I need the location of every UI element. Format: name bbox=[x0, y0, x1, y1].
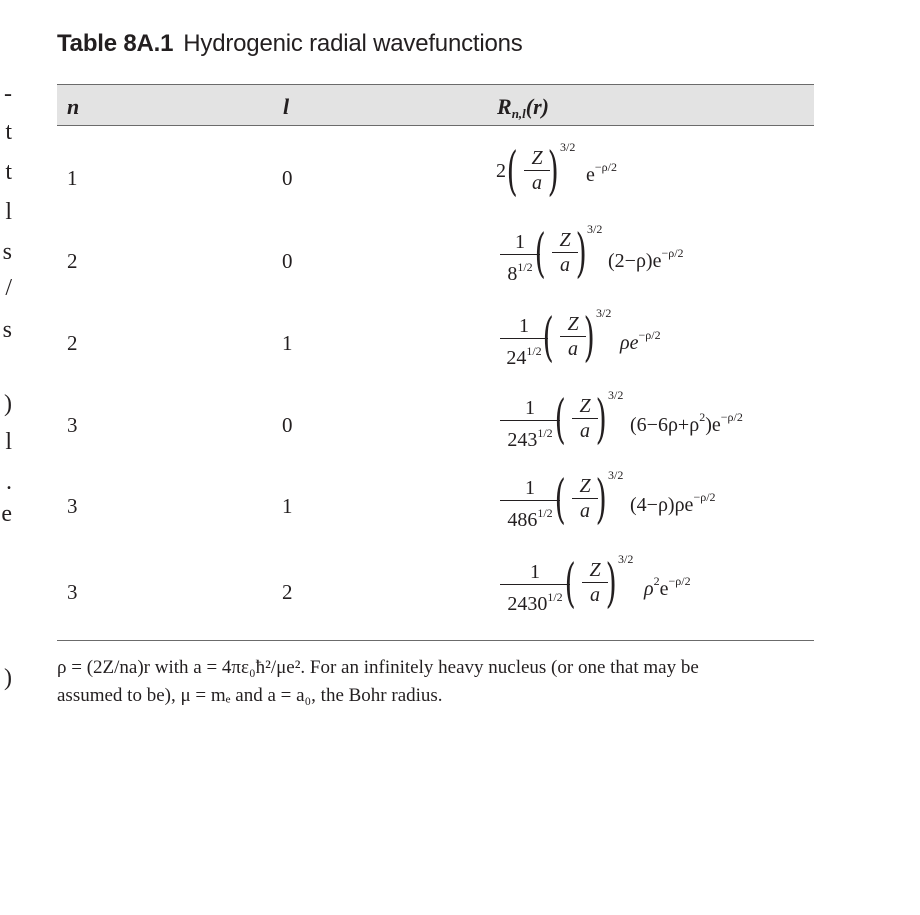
polynomial-term: $(6-6\rho+\rho^2)e^{-\rho/2}$ bbox=[630, 410, 743, 436]
normalization-fraction: 1 $24^{1/2}$ bbox=[500, 314, 548, 370]
coefficient: 2 bbox=[496, 160, 506, 182]
table-caption: Hydrogenic radial wavefunctions bbox=[183, 30, 523, 57]
polynomial-term: $(4-\rho)\rho e^{-\rho/2}$ bbox=[630, 490, 716, 516]
cropped-margin-text bbox=[0, 0, 14, 915]
header-r-argument: (r) bbox=[525, 94, 549, 119]
cell-l: 2 bbox=[282, 580, 293, 604]
margin-fragment: l bbox=[5, 429, 12, 455]
cell-n: 3 bbox=[67, 413, 78, 437]
margin-fragment: t bbox=[5, 159, 12, 185]
left-paren: ( bbox=[534, 224, 546, 284]
normalization-fraction: 1 $2430^{1/2}$ bbox=[500, 560, 570, 616]
margin-fragment: s bbox=[2, 317, 12, 343]
normalization-fraction: 1 $243^{1/2}$ bbox=[500, 396, 560, 452]
margin-fragment: l bbox=[5, 199, 12, 225]
right-paren: ) bbox=[605, 554, 617, 614]
cell-n: 2 bbox=[67, 249, 78, 273]
z-over-a: Z a bbox=[524, 146, 550, 195]
table-label: Table 8A.1 bbox=[57, 30, 174, 57]
right-paren: ) bbox=[547, 142, 559, 202]
normalization-fraction: 1 $486^{1/2}$ bbox=[500, 476, 560, 532]
cell-n: 2 bbox=[67, 331, 78, 355]
exponent: 3/2 bbox=[596, 306, 612, 320]
header-r-subscript: n,l bbox=[511, 106, 526, 121]
left-paren: ( bbox=[554, 390, 566, 450]
exponent: 3/2 bbox=[608, 468, 624, 482]
table-footnote bbox=[57, 654, 817, 710]
margin-fragment: t bbox=[5, 119, 12, 145]
polynomial-term: $\rho^2e^{-\rho/2}$ bbox=[644, 574, 691, 600]
right-paren: ) bbox=[595, 390, 607, 450]
z-over-a: Z a bbox=[572, 474, 598, 523]
z-over-a: Z a bbox=[560, 312, 586, 361]
cell-l: 0 bbox=[282, 413, 293, 437]
margin-fragment: s bbox=[2, 239, 12, 265]
footnote-line-2: assumed to be), μ = mₑ and a = a₀, the Bohr radius. bbox=[57, 685, 443, 706]
polynomial-term: $\rho e^{-\rho/2}$ bbox=[620, 328, 661, 354]
z-over-a: Z a bbox=[582, 558, 608, 607]
header-n: n bbox=[67, 94, 80, 119]
left-paren: ( bbox=[542, 308, 554, 368]
margin-fragment: - bbox=[4, 81, 12, 107]
exponential-term: $e^{-\rho/2}$ bbox=[586, 160, 617, 186]
margin-fragment: ) bbox=[4, 665, 12, 691]
cell-n: 1 bbox=[67, 166, 78, 190]
cell-l: 1 bbox=[282, 494, 293, 518]
right-paren: ) bbox=[583, 308, 595, 368]
table-header bbox=[57, 85, 814, 125]
left-paren: ( bbox=[564, 554, 576, 614]
normalization-fraction: 1 $8^{1/2}$ bbox=[500, 230, 540, 286]
margin-fragment: e bbox=[1, 501, 12, 527]
polynomial-term: $(2-\rho)e^{-\rho/2}$ bbox=[608, 246, 684, 272]
exponent: 3/2 bbox=[587, 222, 603, 236]
exponent: 3/2 bbox=[608, 388, 624, 402]
bottom-rule bbox=[57, 640, 814, 641]
cell-n: 3 bbox=[67, 494, 78, 518]
table-title bbox=[57, 30, 523, 58]
z-over-a: Z a bbox=[552, 228, 578, 277]
z-over-a: Z a bbox=[572, 394, 598, 443]
header-rule bbox=[57, 125, 814, 126]
cell-n: 3 bbox=[67, 580, 78, 604]
right-paren: ) bbox=[595, 470, 607, 530]
left-paren: ( bbox=[554, 470, 566, 530]
margin-fragment: / bbox=[5, 275, 12, 301]
right-paren: ) bbox=[575, 224, 587, 284]
footnote-line-1: ρ = (2Z/na)r with a = 4πε₀ħ²/μe². For an infinitely heavy nucleus (or one that may be bbox=[57, 657, 699, 678]
cell-l: 0 bbox=[282, 166, 293, 190]
header-radial-function bbox=[497, 94, 549, 122]
margin-fragment: ) bbox=[4, 391, 12, 417]
left-paren: ( bbox=[506, 142, 518, 202]
margin-fragment: . bbox=[6, 469, 12, 495]
header-l: l bbox=[283, 94, 290, 119]
header-r-symbol: R bbox=[497, 94, 512, 119]
cell-l: 1 bbox=[282, 331, 293, 355]
exponent: 3/2 bbox=[560, 140, 576, 154]
cell-l: 0 bbox=[282, 249, 293, 273]
exponent: 3/2 bbox=[618, 552, 634, 566]
